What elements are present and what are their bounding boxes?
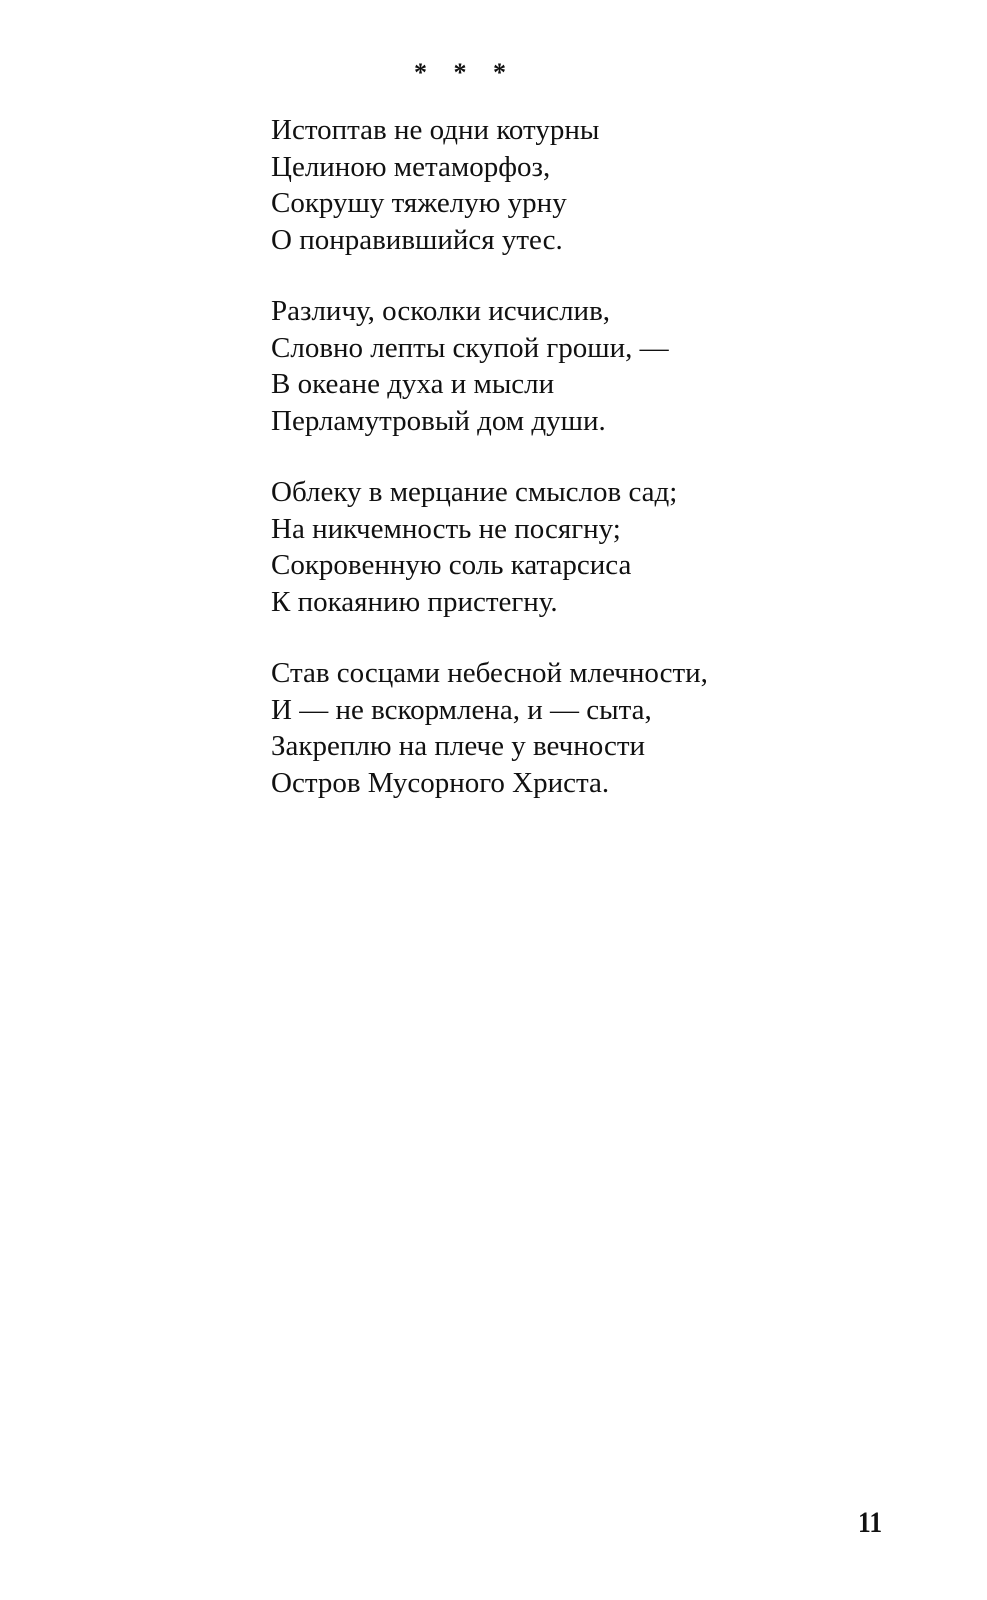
poem-line: И — не вскормлена, и — сыта, [271, 693, 652, 726]
poem-line: Сокрушу тяжелую урну [271, 187, 567, 219]
stanza-2 [271, 293, 931, 439]
poem-line: Сокровенную соль катарсиса [271, 549, 632, 581]
stanza-4 [271, 655, 931, 801]
poem-line: Целиною метаморфоз, [271, 150, 551, 183]
poem-line: К покаянию пристегну. [271, 585, 558, 618]
poem [271, 112, 931, 836]
poem-line: Став сосцами небесной млечности, [271, 657, 708, 689]
poem-line: Перламутровый дом души. [271, 404, 606, 437]
poem-line: Облеку в мерцание смыслов сад; [271, 476, 678, 508]
poem-line: Истоптав не одни котурны [271, 114, 600, 146]
poem-line: Остров Мусорного Христа. [271, 766, 610, 799]
poem-line: О понравившийся утес. [271, 223, 563, 256]
poem-line: Словно лепты скупой гроши, — [271, 331, 669, 364]
poem-line: В океане духа и мысли [271, 368, 555, 400]
poem-line: Различу, осколки исчислив, [271, 295, 611, 327]
poem-line: На никчемность не посягну; [271, 512, 621, 545]
stanza-3 [271, 474, 931, 620]
poem-line: Закреплю на плече у вечности [271, 730, 646, 762]
stanza-1 [271, 112, 931, 258]
section-separator: * * * [414, 58, 516, 87]
page-number: 11 [858, 1506, 883, 1539]
